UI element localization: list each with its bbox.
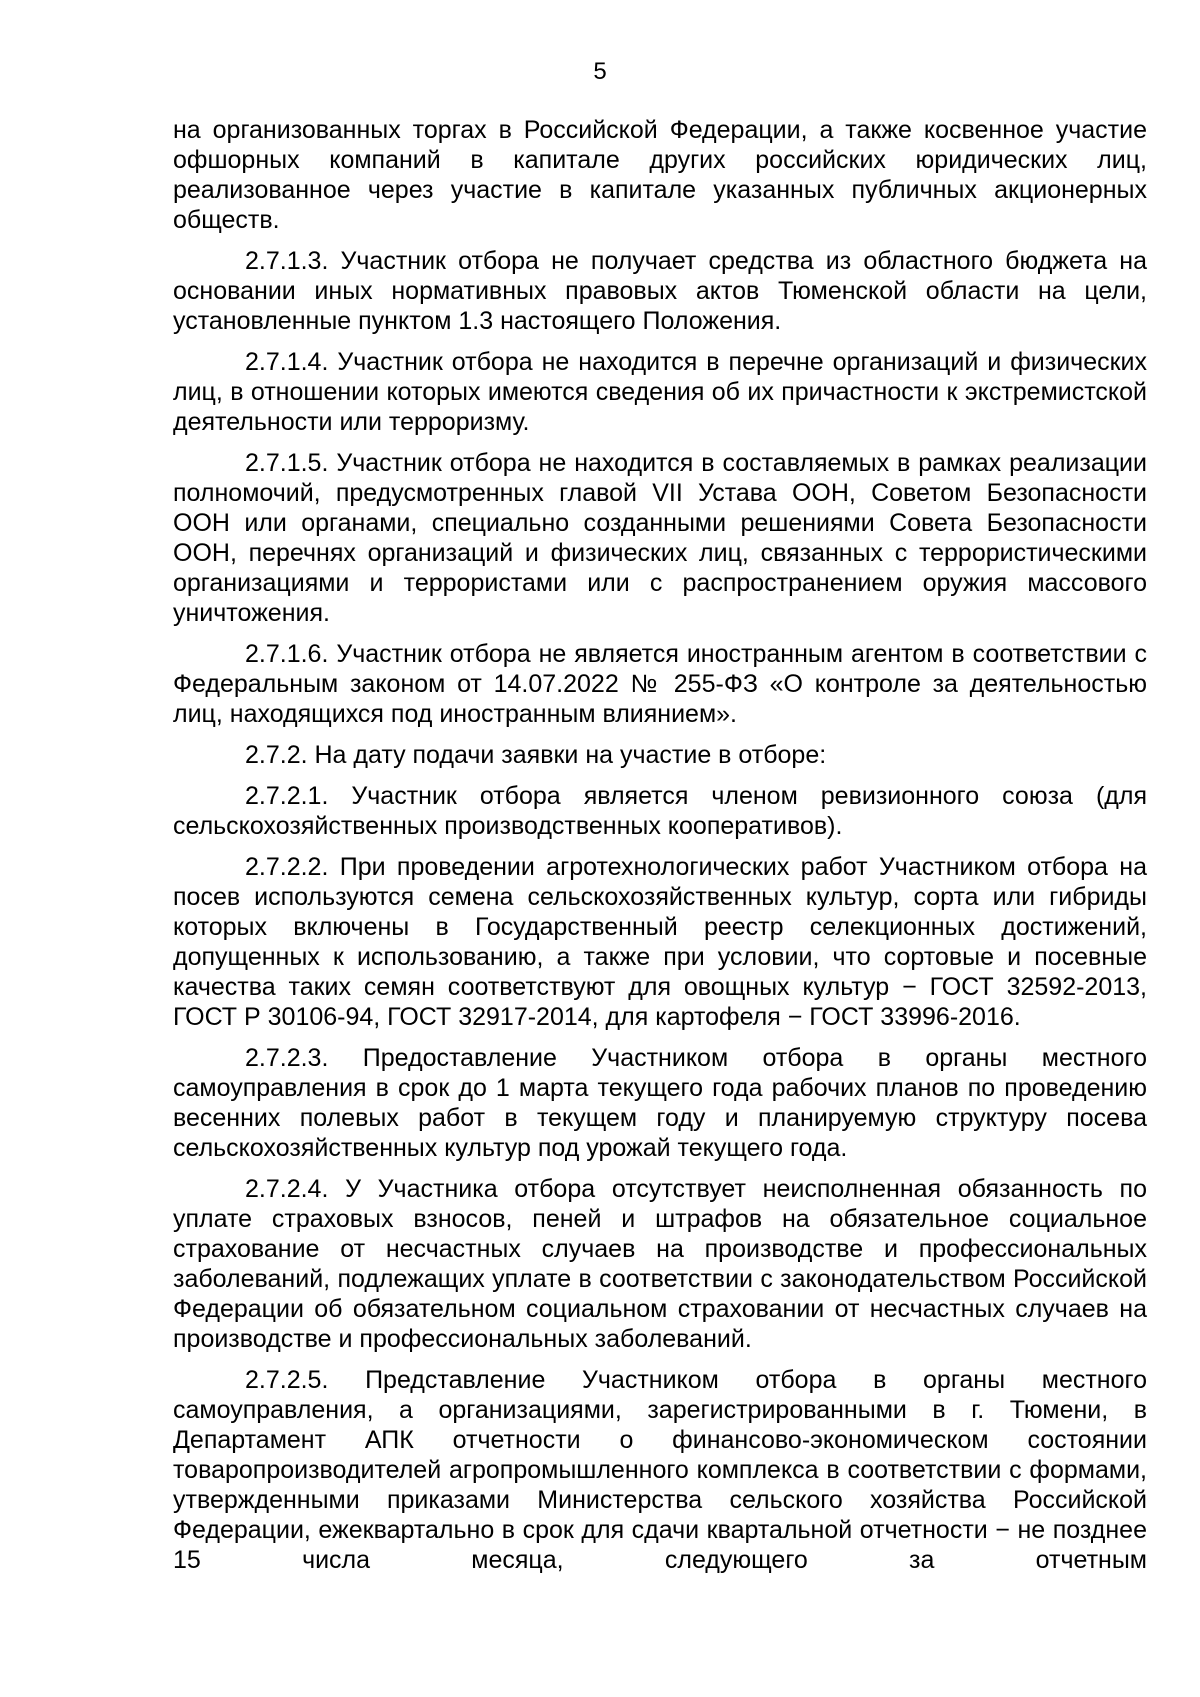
paragraph-2-7-1-5: 2.7.1.5. Участник отбора не находится в составляемых в рамках реализации полномочий, предусмотренных главой VII Устава ООН, Советом Безопасности ООН или органами, специально созданными решениями Совета Безопасности ООН, перечнях организаций и физических лиц, связанных с террористическими организациями и террористами или с распространением оружия массового уничтожения. bbox=[173, 449, 1147, 627]
document-body bbox=[173, 115, 1147, 1586]
paragraph-2-7-2-2: 2.7.2.2. При проведении агротехнологических работ Участником отбора на посев используются семена сельскохозяйственных культур, сорта или гибриды которых включены в Государственный реестр селекционных достижений, допущенных к использованию, а также при условии, что сортовые и посевные качества таких семян соответствуют для овощных культур − ГОСТ 32592-2013, ГОСТ Р 30106-94, ГОСТ 32917-2014, для картофеля − ГОСТ 33996-2016. bbox=[173, 853, 1147, 1031]
paragraph-2-7-2: 2.7.2. На дату подачи заявки на участие в отборе: bbox=[245, 741, 827, 769]
paragraph-2-7-2-5: 2.7.2.5. Представление Участником отбора в органы местного самоуправления, а организациями, зарегистрированными в г. Тюмени, в Департамент АПК отчетности о финансово-экономическом состоянии товаропроизводителей агропромышленного комплекса в соответствии с формами, утвержденными приказами Министерства сельского хозяйства Российской Федерации, ежеквартально в срок для сдачи квартальной отчетности − не позднее 15 числа месяца, следующего за отчетным bbox=[173, 1366, 1147, 1574]
paragraph-2-7-2-4: 2.7.2.4. У Участника отбора отсутствует неисполненная обязанность по уплате страховых взносов, пеней и штрафов на обязательное социальное страхование от несчастных случаев на производстве и профессиональных заболеваний, подлежащих уплате в соответствии с законодательством Российской Федерации об обязательном социальном страховании от несчастных случаев на производстве и профессиональных заболеваний. bbox=[173, 1175, 1147, 1353]
paragraph-continuation: на организованных торгах в Российской Федерации, а также косвенное участие офшорных компаний в капитале других российских юридических лиц, реализованное через участие в капитале указанных публичных акционерных обществ. bbox=[173, 116, 1147, 234]
paragraph-2-7-1-6: 2.7.1.6. Участник отбора не является иностранным агентом в соответствии с Федеральным законом от 14.07.2022 № 255-ФЗ «О контроле за деятельностью лиц, находящихся под иностранным влиянием». bbox=[173, 640, 1147, 728]
paragraph-2-7-2-1: 2.7.2.1. Участник отбора является членом ревизионного союза (для сельскохозяйственных производственных кооперативов). bbox=[173, 782, 1147, 840]
paragraph-2-7-2-3: 2.7.2.3. Предоставление Участником отбора в органы местного самоуправления в срок до 1 марта текущего года рабочих планов по проведению весенних полевых работ в текущем году и планируемую структуру посева сельскохозяйственных культур под урожай текущего года. bbox=[173, 1044, 1147, 1162]
paragraph-2-7-1-3: 2.7.1.3. Участник отбора не получает средства из областного бюджета на основании иных нормативных правовых актов Тюменской области на цели, установленные пунктом 1.3 настоящего Положения. bbox=[173, 247, 1147, 335]
page-number: 5 bbox=[593, 58, 607, 85]
paragraph-2-7-1-4: 2.7.1.4. Участник отбора не находится в перечне организаций и физических лиц, в отношении которых имеются сведения об их причастности к экстремистской деятельности или терроризму. bbox=[173, 348, 1147, 436]
